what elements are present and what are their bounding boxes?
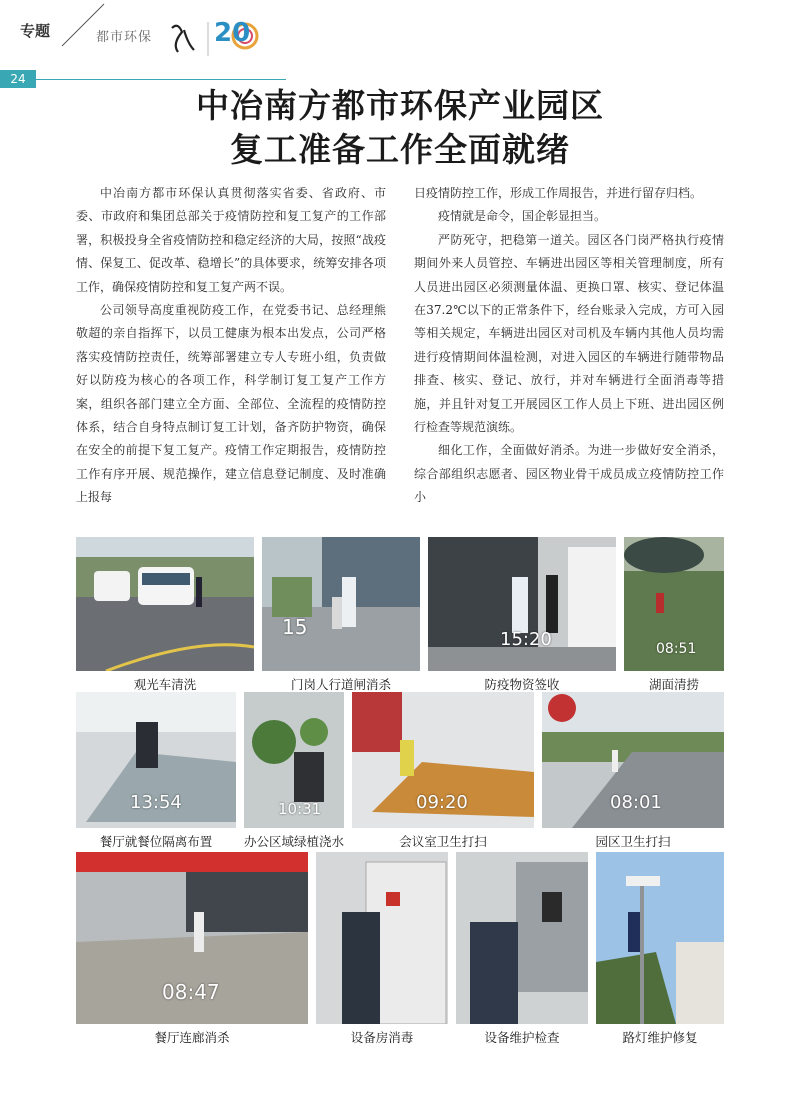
paragraph: 公司领导高度重视防疫工作，在党委书记、总经理熊敬超的亲自指挥下，以员工健康为根本出发点，公司严格落实疫情防控责任，统筹部署建立专人专班小组，负责做好以防疫为核心的各项工作，科学制订复工复产工作方案，组织各部门建立全方面、全部位、全流程的疫情防控体系，结合自身特点制订复工计划，备齐防护物资，确保在安全的前提下复工复产。疫情工作定期报告，疫情防控工作有序开展、规范操作，建立信息登记制度、及时准确上报每 — [76, 303, 386, 505]
photo-office-plants — [244, 692, 344, 828]
photo-park-sweeping — [542, 692, 724, 828]
photo-timestamp: 13:54 — [130, 792, 182, 813]
photo-meeting-room — [352, 692, 534, 828]
photo-timestamp: 08:01 — [610, 792, 662, 813]
photo-timestamp: 08:47 — [162, 980, 220, 1004]
photo-equipment-inspection — [456, 852, 588, 1024]
paragraph-continued: 日疫情防控工作，形成工作周报告，并进行留存归档。 — [414, 186, 703, 200]
photo-caption: 办公区域绿植浇水 — [244, 834, 345, 849]
photo-supplies-receipt — [428, 537, 616, 671]
article-title-line-2: 复工准备工作全面就绪 — [230, 130, 570, 169]
photo-timestamp: 15 — [282, 615, 308, 639]
photo-lake-cleaning — [624, 537, 724, 671]
photo-equipment-room — [316, 852, 448, 1024]
photo-caption: 园区卫生打扫 — [595, 834, 671, 849]
photo-caption: 防疫物资签收 — [484, 677, 560, 692]
photo-caption: 观光车清洗 — [133, 677, 197, 692]
paragraph: 中冶南方都市环保认真贯彻落实省委、省政府、市委、市政府和集团总部关于疫情防控和复工复产的工作部署，积极投身全省疫情防控和稳定经济的大局，按照“战疫情、保复工、促改革、稳增长”的具体要求，统筹安排各项工作，确保疫情防控和复工复产两不误。 — [76, 186, 386, 294]
photo-timestamp: 15:20 — [500, 629, 552, 650]
photo-caption: 门岗人行道闸消杀 — [290, 677, 391, 692]
photo-sightseeing-cart-wash — [76, 537, 254, 671]
photo-caption: 餐厅就餐位隔离布置 — [99, 834, 213, 849]
photo-canteen-seating — [76, 692, 236, 828]
body-column-right — [414, 182, 724, 510]
paragraph: 细化工作，全面做好消杀。为进一步做好安全消杀，综合部组织志愿者、园区物业骨干成员成立疫情防控工作小 — [414, 443, 724, 505]
photo-caption: 路灯维护修复 — [622, 1030, 698, 1045]
photo-caption: 会议室卫生打扫 — [399, 834, 487, 849]
photo-caption: 设备房消毒 — [350, 1030, 414, 1045]
logo-number: 20 — [214, 18, 251, 48]
magazine-name: 都市环保 — [96, 30, 153, 45]
page-number: 24 — [0, 70, 36, 88]
photo-timestamp: 10:31 — [278, 800, 322, 818]
article-title-line-1: 中冶南方都市环保产业园区 — [196, 86, 604, 125]
paragraph: 严防死守，把稳第一道关。园区各门岗严格执行疫情期间外来人员管控、车辆进出园区等相关管理制度，所有人员进出园区必须测量体温、更换口罩、核实、登记体温在37.2℃以下的正常条件下，经台账录入完成，方可入园等相关规定，车辆进出园区对司机及车辆内其他人员均需进行疫情期间体温检测，对进入园区的车辆进行随带物品排查、核实、登记、放行，并对车辆进行全面消毒等措施，并且针对复工开展园区工作人员上下班、进出园区例行检查等规范演练。 — [414, 232, 724, 435]
photo-timestamp: 08:51 — [656, 641, 697, 657]
photo-canteen-corridor — [76, 852, 308, 1024]
anniversary-logo — [150, 14, 280, 62]
photo-streetlight-repair — [596, 852, 724, 1024]
photo-caption: 餐厅连廊消杀 — [154, 1030, 230, 1045]
photo-gate-disinfection — [262, 537, 420, 671]
photo-caption: 湖面清捞 — [648, 677, 699, 692]
section-label: 专题 — [20, 22, 51, 40]
photo-timestamp: 09:20 — [416, 792, 468, 813]
photo-caption: 设备维护检查 — [484, 1030, 560, 1045]
paragraph: 疫情就是命令，国企彰显担当。 — [438, 209, 607, 224]
body-column-left — [76, 182, 386, 510]
